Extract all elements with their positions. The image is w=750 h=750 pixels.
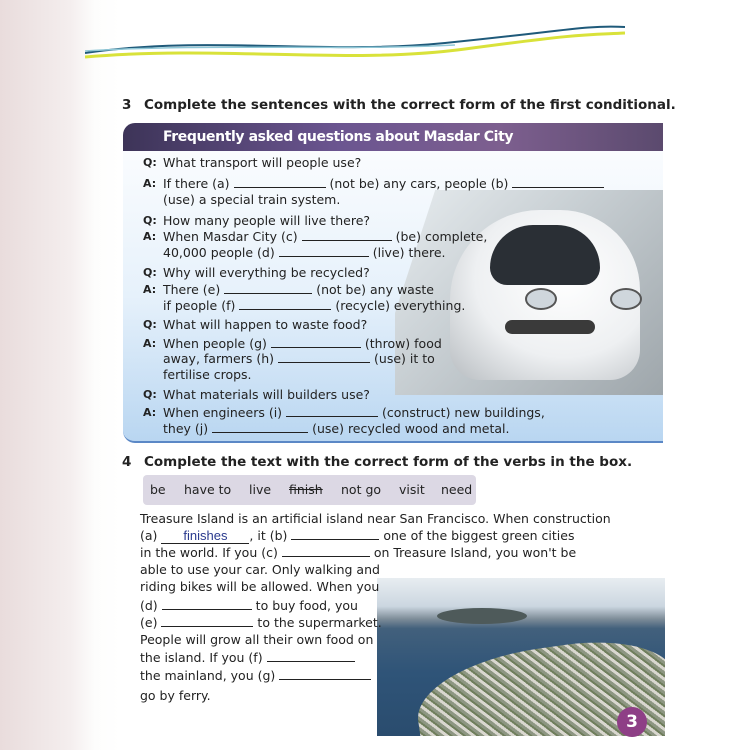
blank-f[interactable] [239, 298, 331, 310]
text-line [140, 615, 382, 631]
text-line [140, 545, 576, 561]
blank-h[interactable] [278, 351, 370, 363]
text: (throw) food [364, 336, 442, 351]
word: live [249, 482, 272, 497]
q-label: Q: [143, 318, 157, 331]
blank-a[interactable] [234, 176, 326, 188]
question-1: What transport will people use? [163, 155, 362, 170]
blank-c[interactable] [302, 229, 392, 241]
word: have to [184, 482, 232, 497]
decorative-swoosh [85, 15, 625, 75]
answer-line [163, 229, 487, 245]
blank-a-answer[interactable]: finishes [161, 529, 249, 544]
blank-g[interactable] [279, 668, 371, 680]
text: (d) [140, 598, 158, 613]
answer-line [163, 351, 435, 367]
text: away, farmers (h) [163, 351, 275, 366]
text: (not be) any cars, people (b) [329, 176, 509, 191]
text-line: People will grow all their own food on [140, 632, 374, 647]
q-label: Q: [143, 214, 157, 227]
text: in the world. If you (c) [140, 545, 278, 560]
text: 40,000 people (d) [163, 245, 275, 260]
text-line [140, 650, 355, 666]
answer-line: fertilise crops. [163, 367, 252, 382]
text: (a) [140, 528, 158, 543]
q-label: Q: [143, 266, 157, 279]
text-line: able to use your car. Only walking and [140, 562, 380, 577]
answer-line [163, 421, 510, 437]
text: , it (b) [249, 528, 288, 543]
blank-b[interactable] [291, 528, 379, 540]
text-line: go by ferry. [140, 688, 211, 703]
word: be [150, 482, 166, 497]
text: the island. If you (f) [140, 650, 263, 665]
text: There (e) [163, 282, 221, 297]
answer-line [163, 282, 434, 298]
question-4: What will happen to waste food? [163, 317, 368, 332]
exercise-4-number: 4 [122, 454, 132, 470]
a-label: A: [143, 283, 157, 296]
exercise-4-instruction: Complete the text with the correct form of the verbs in the box. [144, 454, 633, 470]
answer-line [163, 176, 604, 192]
word: need [441, 482, 473, 497]
text-line [140, 528, 574, 544]
answer-line [163, 336, 442, 352]
text-line [140, 598, 358, 614]
text: (e) [140, 615, 158, 630]
text-line: riding bikes will be allowed. When you [140, 579, 380, 594]
text: if people (f) [163, 298, 236, 313]
answer-line [163, 405, 545, 421]
text: (be) complete, [395, 229, 488, 244]
text: If there (a) [163, 176, 230, 191]
text: When engineers (i) [163, 405, 283, 420]
answer-line [163, 245, 446, 261]
word: not go [341, 482, 382, 497]
answer-line: (use) a special train system. [163, 192, 341, 207]
text: to buy food, you [255, 598, 358, 613]
blank-i[interactable] [286, 405, 378, 417]
question-2: How many people will live there? [163, 213, 371, 228]
blank-c[interactable] [282, 545, 370, 557]
word: visit [399, 482, 425, 497]
question-3: Why will everything be recycled? [163, 265, 370, 280]
text: one of the biggest green cities [383, 528, 575, 543]
a-label: A: [143, 177, 157, 190]
text: (construct) new buildings, [382, 405, 545, 420]
text: (use) recycled wood and metal. [312, 421, 510, 436]
blank-d[interactable] [162, 598, 252, 610]
word-box [143, 475, 476, 505]
text-line [140, 668, 371, 684]
text: When people (g) [163, 336, 267, 351]
page-number: 3 [617, 707, 647, 737]
blank-e[interactable] [224, 282, 312, 294]
blank-f[interactable] [267, 650, 355, 662]
text: to the supermarket. [257, 615, 382, 630]
text: When Masdar City (c) [163, 229, 298, 244]
text: (live) there. [372, 245, 446, 260]
blank-g[interactable] [271, 336, 361, 348]
text: the mainland, you (g) [140, 668, 276, 683]
text: (use) it to [374, 351, 435, 366]
question-5: What materials will builders use? [163, 387, 370, 402]
a-label: A: [143, 230, 157, 243]
q-label: Q: [143, 388, 157, 401]
masdar-train-photo [395, 190, 663, 395]
text: (not be) any waste [316, 282, 434, 297]
text: they (j) [163, 421, 209, 436]
q-label: Q: [143, 156, 157, 169]
blank-b[interactable] [512, 176, 604, 188]
blank-j[interactable] [212, 421, 308, 433]
a-label: A: [143, 337, 157, 350]
exercise-3-instruction: Complete the sentences with the correct form of the first conditional. [144, 97, 676, 113]
blank-d[interactable] [279, 245, 369, 257]
text-line: Treasure Island is an artificial island near San Francisco. When construction [140, 511, 611, 526]
faq-banner: Frequently asked questions about Masdar City [123, 123, 663, 151]
answer-line [163, 298, 465, 314]
a-label: A: [143, 406, 157, 419]
text: on Treasure Island, you won't be [373, 545, 577, 560]
text: (recycle) everything. [335, 298, 466, 313]
blank-e[interactable] [161, 615, 253, 627]
exercise-3-number: 3 [122, 97, 132, 113]
word-used: finish [289, 482, 323, 497]
